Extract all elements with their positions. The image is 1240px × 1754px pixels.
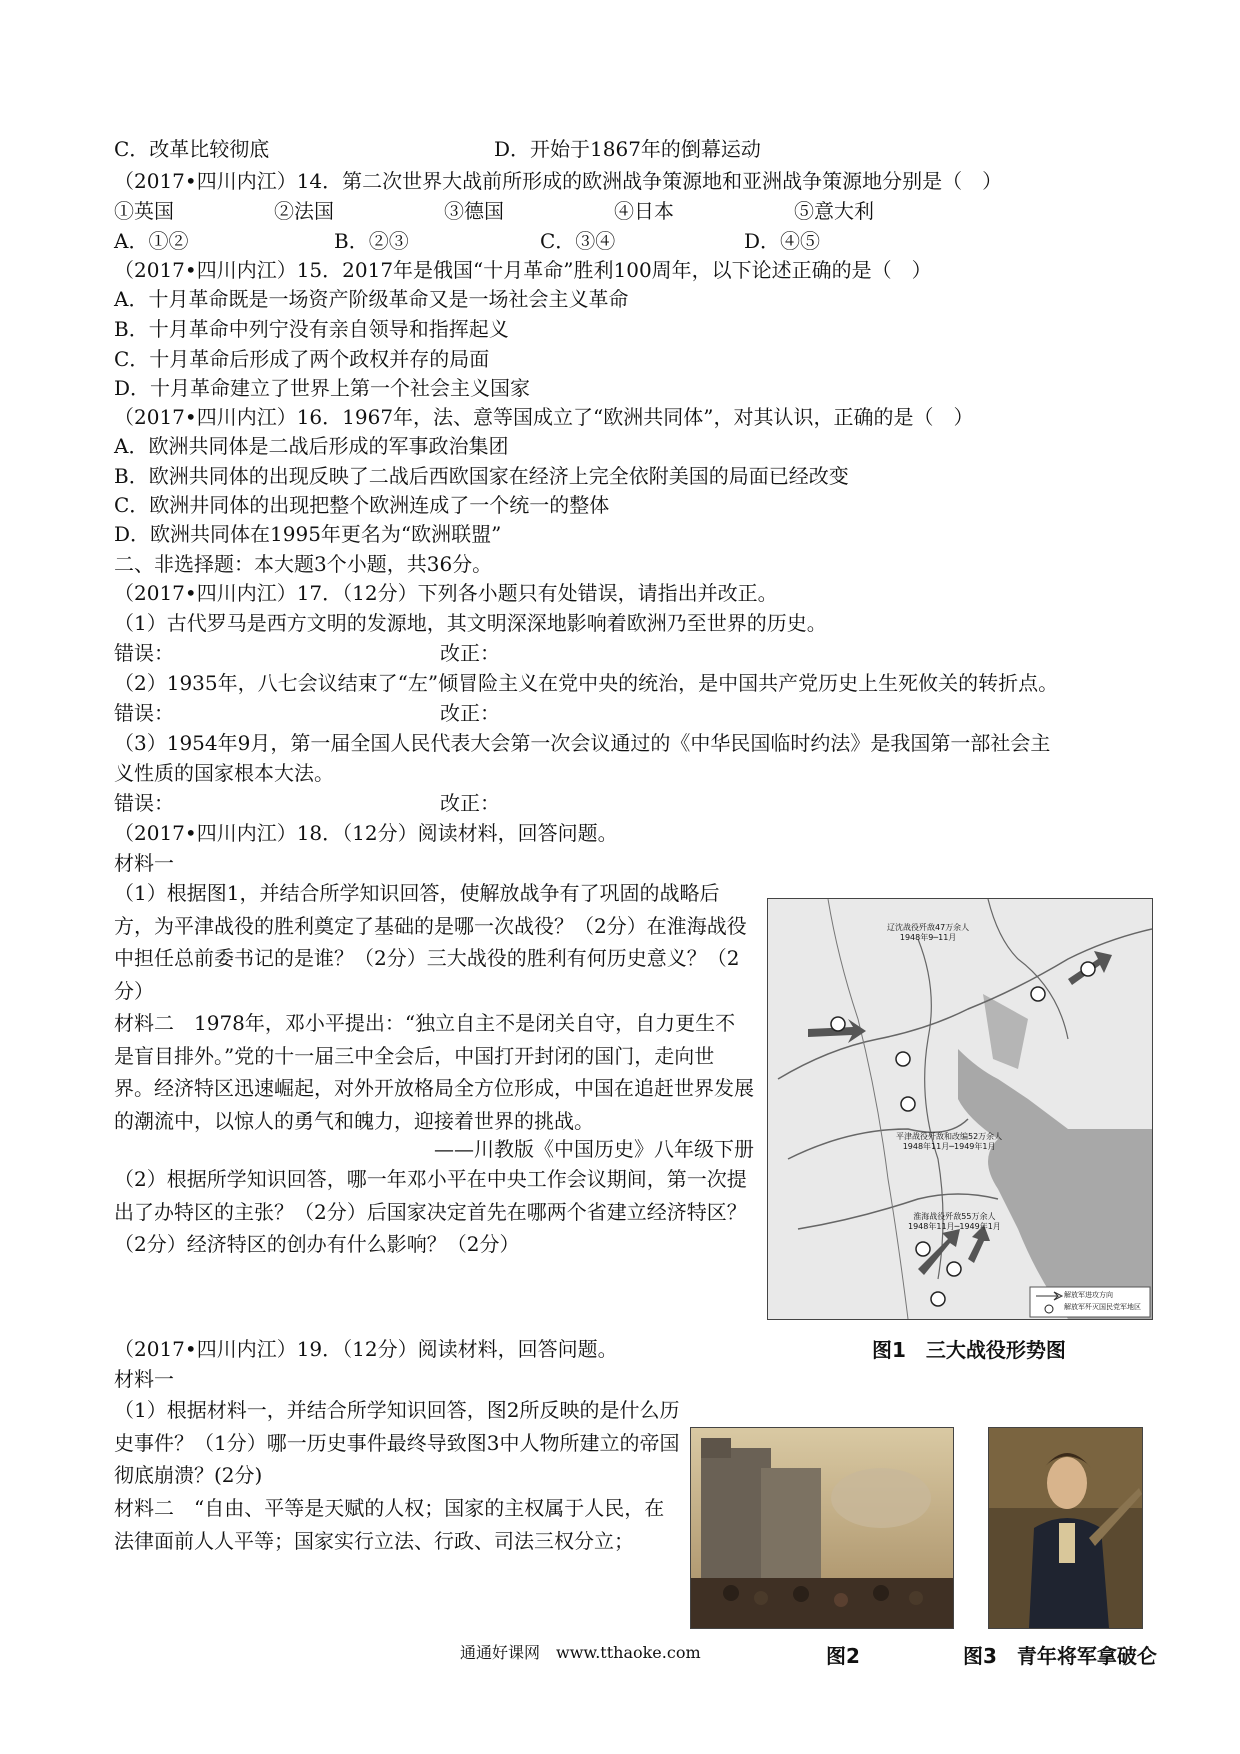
q17-answer-row-3 <box>114 790 1114 816</box>
q14-items <box>114 198 1114 224</box>
q14-option-c: C．③④ <box>540 229 616 253</box>
section-2-heading: 二、非选择题：本大题3个小题，共36分。 <box>114 552 493 576</box>
q14-option-a: A．①② <box>114 229 189 253</box>
error-label: 错误： <box>114 641 174 665</box>
q18-stem: （2017•四川内江）18．（12分）阅读材料，回答问题。 <box>114 821 618 845</box>
error-label: 错误： <box>114 791 174 815</box>
bastille-painting-drawing <box>691 1428 953 1628</box>
q17-part-2: （2）1935年，八七会议结束了“左”倾冒险主义在党中央的统治，是中国共产党历史上生死攸关的转折点。 <box>114 671 1059 695</box>
q14-item-3: ③德国 <box>444 199 504 223</box>
q19-question-1: （1）根据材料一，并结合所学知识回答，图2所反映的是什么历史事件？（1分）哪一历史事件最终导致图3中人物所建立的帝国彻底崩溃？(2分) <box>114 1398 680 1487</box>
fix-label: 改正： <box>440 701 500 725</box>
q17-part-1: （1）古代罗马是西方文明的发源地，其文明深深地影响着欧洲乃至世界的历史。 <box>114 611 827 635</box>
q14-option-d: D．④⑤ <box>744 229 821 253</box>
q14-item-4: ④日本 <box>614 199 674 223</box>
error-label: 错误： <box>114 701 174 725</box>
figure-3-napoleon-portrait <box>988 1427 1143 1629</box>
map-legend-annihilation: 解放军歼灭国民党军地区 <box>1064 1303 1141 1311</box>
q16-stem: （2017•四川内江）16．1967年，法、意等国成立了“欧洲共同体”，对其认识，正确的是（ ） <box>114 405 974 429</box>
figure-2-caption: 图2 <box>826 1644 860 1668</box>
q15-option-a: A．十月革命既是一场资产阶级革命又是一场社会主义革命 <box>114 287 629 311</box>
q13-option-d: D．开始于1867年的倒幕运动 <box>494 137 761 161</box>
q18-source: ——川教版《中国历史》八年级下册 <box>434 1137 754 1161</box>
q16-option-b: B．欧洲共同体的出现反映了二战后西欧国家在经济上完全依附美国的局面已经改变 <box>114 464 849 488</box>
q17-answer-row-2 <box>114 700 1114 726</box>
map-label-liaoshen-date: 1948年9─11月 <box>899 933 957 942</box>
figure-2-bastille-painting <box>690 1427 954 1629</box>
q19-material-2: 材料二 “自由、平等是天赋的人权；国家的主权属于人民，在法律面前人人平等；国家实行立法、行政、司法三权分立； <box>114 1496 665 1553</box>
q16-option-a: A．欧洲共同体是二战后形成的军事政治集团 <box>114 434 509 458</box>
q14-item-2: ②法国 <box>274 199 334 223</box>
fix-label: 改正： <box>440 641 500 665</box>
q18-question-2: （2）根据所学知识回答，哪一年邓小平在中央工作会议期间，第一次提出了办特区的主张？（2分）后国家决定首先在哪两个省建立经济特区？（2分）经济特区的创办有什么影响？（2分） <box>114 1167 747 1256</box>
page-footer: 通通好课网 www.tthaoke.com <box>460 1643 701 1662</box>
q18-material-1-label: 材料一 <box>114 851 174 875</box>
q13-option-c: C．改革比较彻底 <box>114 137 270 161</box>
map-label-pingjin: 平津战役歼敌和改编52万余人 <box>896 1132 1003 1141</box>
figure-3-caption: 图3 青年将军拿破仑 <box>963 1644 1157 1668</box>
campaign-map <box>767 898 1153 1320</box>
q14-item-5: ⑤意大利 <box>794 199 874 223</box>
q19-material-1-label: 材料一 <box>114 1367 174 1391</box>
q17-part-3a: （3）1954年9月，第一届全国人民代表大会第一次会议通过的《中华民国临时约法》是我国第一部社会主 <box>114 731 1051 755</box>
fix-label: 改正： <box>440 791 500 815</box>
q14-item-1: ①英国 <box>114 199 174 223</box>
q19-stem: （2017•四川内江）19．（12分）阅读材料，回答问题。 <box>114 1337 618 1361</box>
q15-option-c: C．十月革命后形成了两个政权并存的局面 <box>114 347 490 371</box>
map-label-huaihai: 淮海战役歼敌55万余人 <box>913 1212 996 1221</box>
q18-question-1: （1）根据图1，并结合所学知识回答，使解放战争有了巩固的战略后方，为平津战役的胜利奠定了基础的是哪一次战役？（2分）在淮海战役中担任总前委书记的是谁？（2分）三大战役的胜利有何历史意义？（2分） <box>114 881 747 1003</box>
q15-stem: （2017•四川内江）15．2017年是俄国“十月革命”胜利100周年，以下论述正确的是（ ） <box>114 258 932 282</box>
q17-stem: （2017•四川内江）17．（12分）下列各小题只有处错误，请指出并改正。 <box>114 581 778 605</box>
map-label-huaihai-date: 1948年11月─1949年1月 <box>908 1222 1001 1231</box>
q16-option-c: C．欧洲井同体的出现把整个欧洲连成了一个统一的整体 <box>114 493 610 517</box>
map-legend-attack: 解放军进攻方向 <box>1064 1291 1113 1299</box>
q13-options-cd <box>114 136 1114 162</box>
q17-answer-row-1 <box>114 640 1114 666</box>
q15-option-b: B．十月革命中列宁没有亲自领导和指挥起义 <box>114 317 509 341</box>
map-label-liaoshen: 辽沈战役歼敌47万余人 <box>887 923 970 932</box>
q16-option-d: D．欧洲共同体在1995年更名为“欧洲联盟” <box>114 522 502 546</box>
q17-part-3b: 义性质的国家根本大法。 <box>114 761 334 785</box>
q18-material-2: 材料二 1978年，邓小平提出：“独立自主不是闭关自守，自力更生不是盲目排外。”党的十一届三中全会后，中国打开封闭的国门，走向世界。经济特区迅速崛起，对外开放格局全方位形成，中国在追赶世界发展的潮流中，以惊人的勇气和魄力，迎接着世界的挑战。 <box>114 1011 754 1133</box>
q14-stem: （2017•四川内江）14．第二次世界大战前所形成的欧洲战争策源地和亚洲战争策源地分别是（ ） <box>114 169 1003 193</box>
napoleon-portrait-drawing <box>989 1428 1142 1628</box>
q14-options <box>114 228 1114 254</box>
map-label-pingjin-date: 1948年11月─1949年1月 <box>902 1142 996 1151</box>
figure-1-caption: 图1 三大战役形势图 <box>872 1338 1066 1362</box>
q15-option-d: D．十月革命建立了世界上第一个社会主义国家 <box>114 376 531 400</box>
campaign-map-drawing <box>768 899 1152 1319</box>
q14-option-b: B．②③ <box>334 229 409 253</box>
